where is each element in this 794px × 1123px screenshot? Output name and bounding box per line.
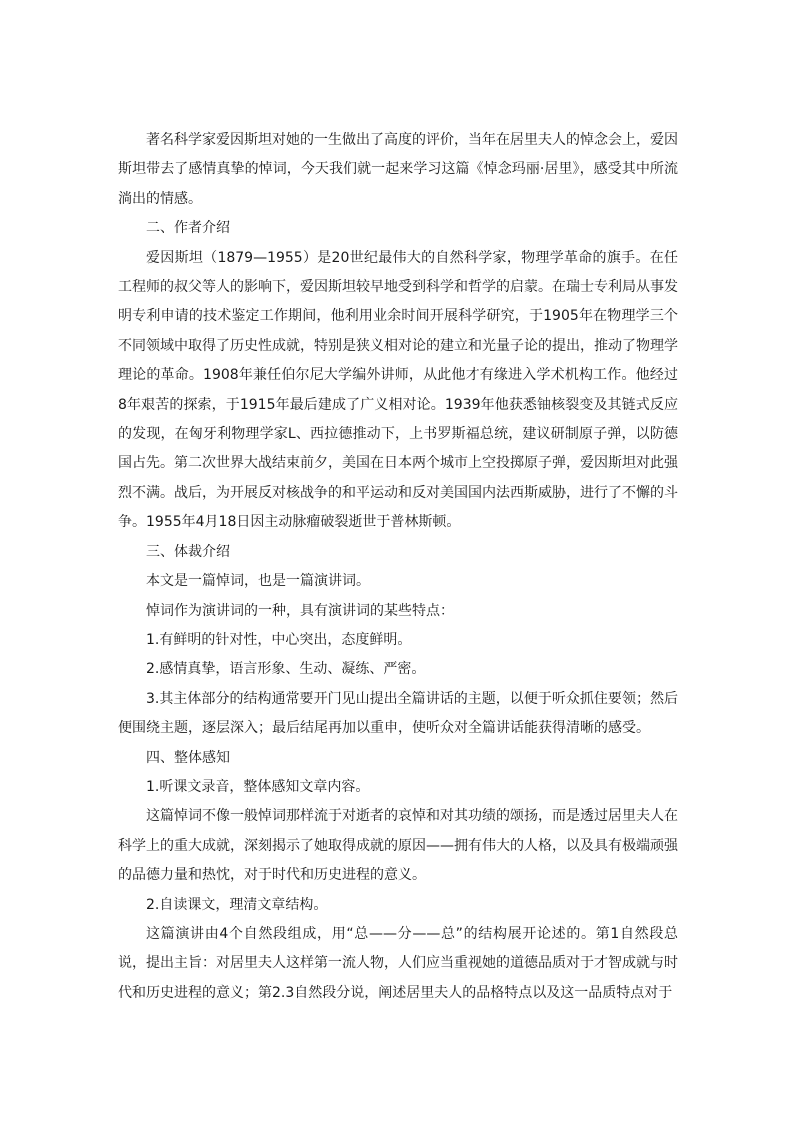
genre-feature-2: 2.感情真挚，语言形象、生动、凝练、严密。 <box>146 661 426 678</box>
section-heading-author: 二、作者介绍 <box>146 220 230 237</box>
structure-paragraph: 这篇演讲由4个自然段组成，用“总——分——总”的结构展开论述的。第1自然段总说，提出主旨：对居里夫人这样第一流人物，人们应当重视她的道德品质对于才智成就与时代和历史进程的意义；第2.3自然段分说，阐述居里夫人的品格特点以及这一品质特点对于 <box>118 925 678 1001</box>
genre-paragraph: 本文是一篇悼词，也是一篇演讲词。 <box>146 573 370 590</box>
overview-paragraph: 这篇悼词不像一般悼词那样流于对逝者的哀悼和对其功绩的颂扬，而是透过居里夫人在科学上的重大成就，深刻揭示了她取得成就的原因——拥有伟大的人格，以及具有极端顽强的品德力量和热忱，对于时代和历史进程的意义。 <box>118 808 678 884</box>
intro-paragraph: 著名科学家爱因斯坦对她的一生做出了高度的评价，当年在居里夫人的悼念会上，爱因斯坦带去了感情真挚的悼词，今天我们就一起来学习这篇《悼念玛丽·居里》，感受其中所流淌出的情感。 <box>118 132 678 207</box>
overview-step-2: 2.自读课文，理清文章结构。 <box>146 896 328 913</box>
document-page <box>118 126 678 1008</box>
genre-feature-3: 3.其主体部分的结构通常要开门见山提出全篇讲话的主题，以便于听众抓住要领；然后便围绕主题，逐层深入；最后结尾再加以重申，使听众对全篇讲话能获得清晰的感受。 <box>118 690 678 737</box>
overview-step-1: 1.听课文录音，整体感知文章内容。 <box>146 778 370 795</box>
section-heading-genre: 三、体裁介绍 <box>146 543 230 560</box>
genre-features-intro: 悼词作为演讲词的一种，具有演讲词的某些特点： <box>146 602 454 619</box>
genre-feature-1: 1.有鲜明的针对性，中心突出，态度鲜明。 <box>146 631 412 648</box>
author-paragraph: 爱因斯坦（1879—1955）是20世纪最伟大的自然科学家，物理学革命的旗手。在任工程师的叔父等人的影响下，爱因斯坦较早地受到科学和哲学的启蒙。在瑞士专利局从事发明专利申请的技术鉴定工作期间，他利用业余时间开展科学研究，于1905年在物理学三个不同领域中取得了历史性成就，特别是狭义相对论的建立和光量子论的提出，推动了物理学理论的革命。1908年兼任伯尔尼大学编外讲师，从此他才有缘进入学术机构工作。他经过8年艰苦的探索，于1915年最后建成了广义相对论。1939年他获悉铀核裂变及其链式反应的发现，在匈牙利物理学家L、西拉德推动下，上书罗斯福总统，建议研制原子弹，以防德国占先。第二次世界大战结束前夕，美国在日本两个城市上空投掷原子弹，爱因斯坦对此强烈不满。战后，为开展反对核战争的和平运动和反对美国国内法西斯威胁，进行了不懈的斗争。1955年4月18日因主动脉瘤破裂逝世于普林斯顿。 <box>118 249 678 531</box>
section-heading-overview: 四、整体感知 <box>146 749 230 766</box>
